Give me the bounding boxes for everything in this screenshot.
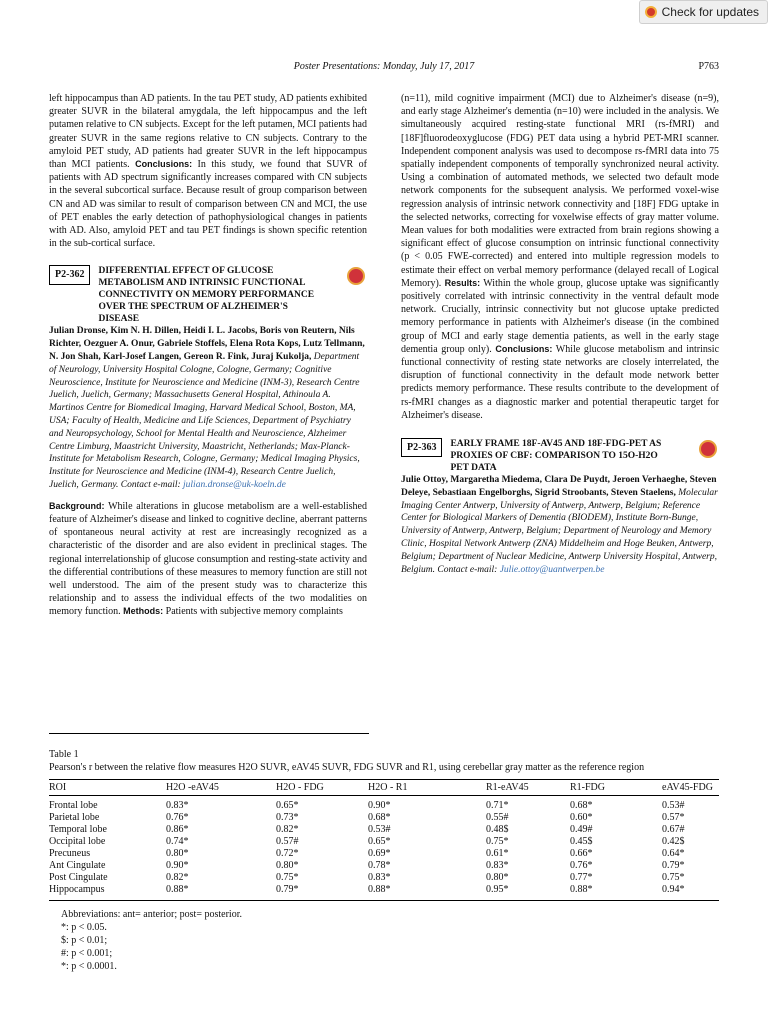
table-cell: 0.49# bbox=[570, 824, 593, 835]
column-header: R1-FDG bbox=[570, 780, 662, 796]
table-cell: 0.88* bbox=[368, 884, 486, 901]
column-header: H2O - R1 bbox=[368, 780, 486, 796]
crossmark-icon[interactable] bbox=[699, 440, 717, 458]
table-notes bbox=[61, 908, 719, 973]
table-cell: Hippocampus bbox=[49, 884, 166, 901]
conclusions-label: Conclusions: bbox=[495, 343, 553, 354]
table-note: Abbreviations: ant= anterior; post= posterior. bbox=[61, 909, 242, 920]
right-para1: (n=11), mild cognitive impairment (MCI) due to Alzheimer's disease (n=9), and early stage Alzheimer's dementia (n=10) were included in the analysis. We simultaneously acquired resting-state functional MRI (rs-fMRI) and [18F]fluorodeoxyglucose (FDG) PET data using a hybrid PET-MRI scanner. Independent component analysis was used to decompose rs-fMRI data into 75 spatially independent components of temporally synchronized neural activity. Using a combination of automated methods, we selected two default mode network components for the subsequent analysis. We performed voxel-wise regression analysis of intrinsic network connectivity and [18F] FDG uptake in the selected networks, correcting for voxelwise effects of gray matter volume. Mean values for both modalities were extracted from brain regions showing a significant effect of glucose consumption on intrinsic functional connectivity (p < 0.05 FWE-corrected) and entered into multiple regression models to estimate their effect on verbal memory performance (delayed recall of Logical Memory). bbox=[401, 93, 719, 289]
table-cell: 0.79* bbox=[662, 860, 685, 871]
table-cell: 0.83* bbox=[486, 860, 509, 871]
table-cell: 0.42$ bbox=[662, 836, 685, 847]
table-header-row bbox=[49, 780, 719, 796]
table-cell: 0.88* bbox=[570, 884, 662, 901]
table-cell: 0.53# bbox=[662, 800, 685, 811]
table-cell: 0.76* bbox=[166, 812, 189, 823]
crossmark-icon[interactable] bbox=[347, 267, 365, 285]
table-cell: 0.75* bbox=[486, 836, 509, 847]
table-cell: 0.45$ bbox=[570, 836, 593, 847]
table-cell: 0.80* bbox=[486, 872, 509, 883]
methods-label: Methods: bbox=[123, 606, 164, 617]
table-cell: 0.64* bbox=[662, 848, 685, 859]
table-cell: 0.60* bbox=[570, 812, 593, 823]
table-cell: 0.78* bbox=[368, 860, 391, 871]
abstract-p2-363 bbox=[401, 438, 719, 474]
table-cell: 0.75* bbox=[662, 872, 685, 883]
table-cell: Temporal lobe bbox=[49, 824, 107, 835]
contact-email-link[interactable]: Julie.ottoy@uantwerpen.be bbox=[499, 564, 605, 575]
abstract-number: P2-362 bbox=[49, 265, 90, 284]
table-cell: 0.71* bbox=[486, 800, 509, 811]
table-note: #: p < 0.001; bbox=[61, 948, 113, 959]
abstract-p2-362 bbox=[49, 265, 367, 325]
table-cell: 0.90* bbox=[166, 860, 189, 871]
table-cell: 0.79* bbox=[276, 884, 368, 901]
background-text: While alterations in glucose metabolism are a well-established feature of Alzheimer's disease and linked to cognitive decline, aberrant patterns of spontaneous neural activity at rest are increasingly recognized as a characteristic of the disorder and are also evident in preclinical stages. The regional interrelationship of glucose consumption and resting-state activity and the differential contributions of these measures to memory function are still not well understood. The aim of the present study was to characterize this relationship and to assess the individual effects of the two modalities on memory function. bbox=[49, 500, 367, 618]
column-header: ROI bbox=[49, 780, 166, 796]
table-cell: 0.67# bbox=[662, 824, 685, 835]
column-header: H2O - FDG bbox=[276, 780, 368, 796]
table-cell: 0.74* bbox=[166, 836, 189, 847]
column-header: eAV45-FDG bbox=[662, 780, 719, 796]
column-header: H2O -eAV45 bbox=[166, 780, 276, 796]
abstract-continuation bbox=[401, 92, 719, 422]
background-label: Background: bbox=[49, 500, 105, 511]
crossmark-icon bbox=[645, 6, 657, 18]
left-para1: left hippocampus than AD patients. In the tau PET study, AD patients exhibited greater SUVR in the bilateral amygdala, the left hippocampus and the left putamen relative to CN subjects. Except for the left putamen, MCI patients had greater SUVR in the same regions relative to CN subjects. Contrary to the amyloid PET study, AD patients had greater SUVR in the left hippocampus than MCI patients. bbox=[49, 93, 367, 171]
authors: Julian Dronse, Kim N. H. Dillen, Heidi I. L. Jacobs, Boris von Reutern, Nils Richter, Oezguer A. Onur, Gabriele Stoffels, Elena Rota Kops, Lutz Tellmann, N. Jon Shah, Karl-Josef Langen, Gereon R. Fink, Juraj Kukolja, bbox=[49, 326, 365, 363]
table-cell: 0.80* bbox=[166, 848, 189, 859]
table-row bbox=[49, 860, 719, 872]
author-block bbox=[49, 325, 367, 491]
table-row bbox=[49, 884, 719, 901]
table-label: Table 1 bbox=[49, 749, 79, 760]
contact-email-link[interactable]: julian.dronse@uk-koeln.de bbox=[183, 480, 286, 490]
table-body bbox=[49, 796, 719, 901]
check-for-updates-button[interactable] bbox=[639, 0, 768, 24]
table-note: *: p < 0.05. bbox=[61, 922, 107, 933]
page-number: P763 bbox=[698, 61, 719, 72]
results-label: Results: bbox=[444, 277, 481, 288]
table-cell: 0.83* bbox=[166, 800, 189, 811]
column-end-rule bbox=[49, 733, 369, 734]
abstract-continuation bbox=[49, 92, 367, 250]
table-note: *: p < 0.0001. bbox=[61, 961, 117, 972]
table-cell: 0.94* bbox=[662, 884, 719, 901]
abstract-title: DIFFERENTIAL EFFECT OF GLUCOSE METABOLISM AND INTRINSIC FUNCTIONAL CONNECTIVITY ON MEMORY PERFORMANCE OVER THE SPECTRUM OF ALZHEIMER'S DISEASE bbox=[98, 266, 315, 325]
table-cell: 0.48$ bbox=[486, 824, 509, 835]
abstract-title: EARLY FRAME 18F-AV45 AND 18F-FDG-PET AS PROXIES OF CBF: COMPARISON TO 15O-H2O PET DATA bbox=[450, 439, 662, 474]
table-cell: 0.68* bbox=[368, 812, 391, 823]
right-column bbox=[401, 92, 719, 576]
table-row bbox=[49, 836, 719, 848]
left-column bbox=[49, 92, 367, 619]
table-cell: Occipital lobe bbox=[49, 836, 106, 847]
table-cell: 0.57# bbox=[276, 836, 299, 847]
affiliations: Department of Neurology, University Hospital Cologne, Cologne, Germany; Cognitive Neuroscience, Institute for Neuroscience and Medicine (INM-3), Research Centre Juelich, Juelich, Germany; Massachusetts General Hospital, Athinoula A. Martinos Centre for Biomedical Imaging, Harvard Medical School, Boston, MA, USA; Faculty of Health, Medicine and Life Sciences, Department of Psychiatry and Neuropsychology, School for Mental Health and Neuroscience, Alzheimer Centre Limburg, Maastricht University, Maastricht, Netherlands; Max-Planck-Institute for Metabolism Research, Cologne, Germany; Medical Imaging Physics, Institute for Neuroscience and Medicine (INM-4), Research Centre Juelich, Juelich, Germany. Contact e-mail: bbox=[49, 352, 360, 490]
table-cell: 0.53# bbox=[368, 824, 391, 835]
table-cell: 0.66* bbox=[570, 848, 593, 859]
table-cell: 0.75* bbox=[276, 872, 299, 883]
table-cell: Post Cingulate bbox=[49, 872, 108, 883]
author-block bbox=[401, 474, 719, 576]
data-table bbox=[49, 779, 719, 901]
table-1 bbox=[49, 749, 719, 973]
table-cell: Frontal lobe bbox=[49, 800, 98, 811]
authors: Julie Ottoy, Margaretha Miedema, Clara De Puydt, Jeroen Verhaeghe, Steven Deleye, Sebastiaan Engelborghs, Sigrid Stroobants, Steven Staelens, bbox=[401, 475, 717, 498]
table-cell: 0.90* bbox=[368, 800, 391, 811]
table-cell: 0.61* bbox=[486, 848, 509, 859]
table-cell: 0.73* bbox=[276, 812, 299, 823]
table-cell: 0.55# bbox=[486, 812, 509, 823]
table-cell: 0.69* bbox=[368, 848, 391, 859]
abstract-number: P2-363 bbox=[401, 438, 442, 457]
table-caption: Pearson's r between the relative flow measures H2O SUVR, eAV45 SUVR, FDG SUVR and R1, using cerebellar gray matter as the reference region bbox=[49, 762, 645, 773]
table-cell: Parietal lobe bbox=[49, 812, 100, 823]
table-cell: 0.76* bbox=[570, 860, 593, 871]
column-header: R1-eAV45 bbox=[486, 780, 570, 796]
table-row bbox=[49, 824, 719, 836]
table-row bbox=[49, 796, 719, 813]
left-conclusions: In this study, we found that SUVR of patients with AD spectrum significantly increases compared with CN subjects in the several subcortical surface. Because result of group comparison between CN and AD was similar to result of comparison between CN and MCI, the use of PET enables the early detection of pathophysiological changes in patients with AD. Also, amyloid PET and tau PET findings is shown specific retention in the sub-cortical surface. bbox=[49, 159, 367, 250]
right-conclusions: While glucose metabolism and intrinsic functional connectivity of resting state networks are closely interrelated, the disruption of functional connectivity in the default mode network better predicts memory performance. These results contribute to the development of rs-fMRI changes as a diagnostic marker and potential therapeutic target for Alzheimer's disease. bbox=[401, 343, 720, 421]
header-title: Poster Presentations: Monday, July 17, 2017 bbox=[293, 61, 475, 72]
table-cell: 0.83* bbox=[368, 872, 391, 883]
table-cell: 0.88* bbox=[166, 884, 276, 901]
conclusions-label: Conclusions: bbox=[135, 159, 193, 170]
table-cell: 0.86* bbox=[166, 824, 189, 835]
methods-text: Patients with subjective memory complaints bbox=[165, 606, 343, 618]
table-cell: 0.65* bbox=[276, 800, 299, 811]
table-cell: 0.82* bbox=[276, 824, 299, 835]
table-cell: 0.65* bbox=[368, 836, 391, 847]
results-text: Within the whole group, glucose uptake was significantly positively correlated with intrinsic connectivity in the ventral default mode network. Crucially, intrinsic connectivity but not glucose uptake predicted memory performance in patients with Alzheimer's disease (in the combined group of MCI and early stage dementia patients, as well in the early stage dementia group only). bbox=[401, 277, 720, 355]
table-row bbox=[49, 812, 719, 824]
table-cell: 0.72* bbox=[276, 848, 299, 859]
table-cell: 0.80* bbox=[276, 860, 299, 871]
table-cell: 0.77* bbox=[570, 872, 593, 883]
table-cell: Ant Cingulate bbox=[49, 860, 106, 871]
table-note: $: p < 0.01; bbox=[61, 935, 108, 946]
table-cell: 0.57* bbox=[662, 812, 685, 823]
affiliations: Molecular Imaging Center Antwerp, University of Antwerp, Antwerp, Belgium; Reference Center for Biological Markers of Dementia (BIODEM), Institute Born-Bunge, University of Antwerp, Antwerp, Belgium; Department of Neurology and Memory Clinic, Hospital Network Antwerp (ZNA) Middelheim and Hoge Beuken, Antwerp, Belgium; Department of Nuclear Medicine, Antwerp University Hospital, Antwerp, Belgium. Contact e-mail: bbox=[401, 487, 718, 575]
table-cell: Precuneus bbox=[49, 848, 91, 859]
abstract-body bbox=[49, 500, 367, 619]
table-row bbox=[49, 872, 719, 884]
table-cell: 0.68* bbox=[570, 800, 593, 811]
table-row bbox=[49, 848, 719, 860]
table-cell: 0.95* bbox=[486, 884, 570, 901]
table-cell: 0.82* bbox=[166, 872, 189, 883]
check-for-updates-label: Check for updates bbox=[661, 5, 759, 19]
